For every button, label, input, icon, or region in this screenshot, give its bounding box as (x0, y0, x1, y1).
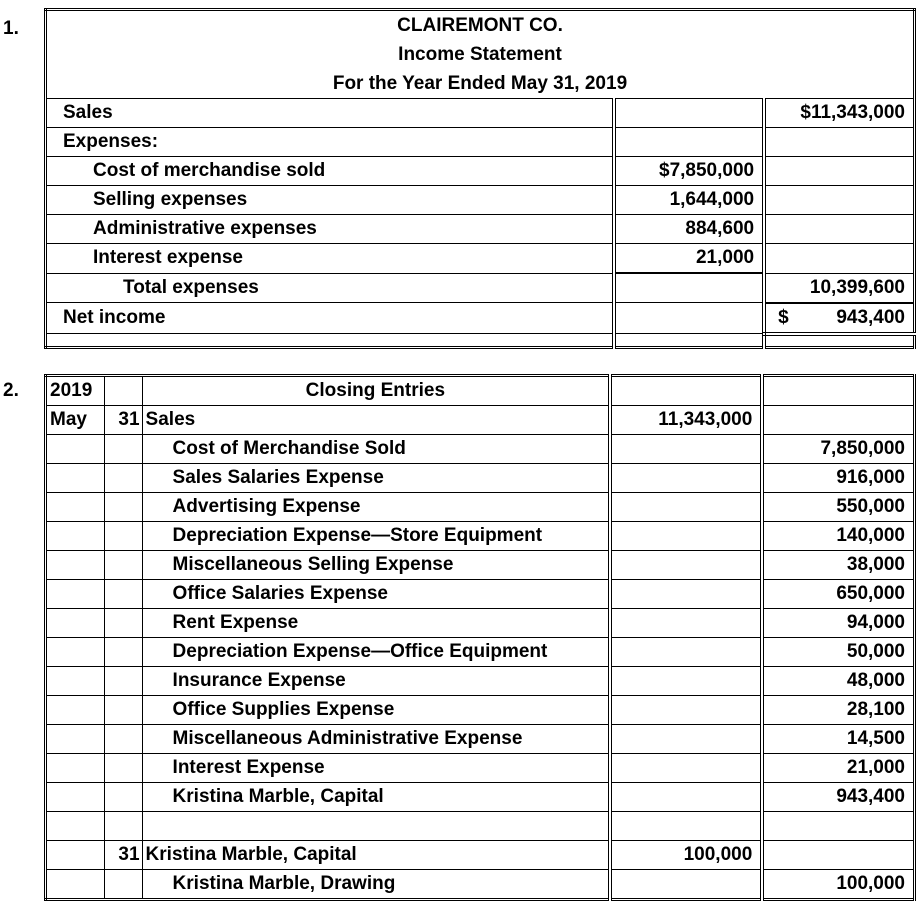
statement-row (46, 244, 915, 274)
journal-row (46, 754, 915, 783)
row-right-amount (764, 244, 914, 274)
entry-debit (610, 870, 762, 900)
journal-row (46, 725, 915, 754)
entry-day (104, 435, 142, 464)
entry-debit (610, 580, 762, 609)
currency-sign: $ (778, 306, 789, 328)
entry-account: Advertising Expense (142, 493, 610, 522)
part-1-number: 1. (3, 18, 19, 39)
entry-debit (610, 551, 762, 580)
entry-debit (610, 464, 762, 493)
entry-account (142, 812, 610, 841)
journal-title: Closing Entries (305, 380, 446, 401)
statement-row (46, 99, 915, 128)
entry-debit: 100,000 (610, 841, 762, 870)
entry-credit: 100,000 (762, 870, 914, 900)
entry-month (46, 841, 105, 870)
journal-header-row (46, 376, 915, 406)
entry-month (46, 522, 105, 551)
journal-row (46, 841, 915, 870)
entry-credit: 38,000 (762, 551, 914, 580)
entry-credit: 21,000 (762, 754, 914, 783)
entry-debit (610, 754, 762, 783)
journal-row (46, 812, 915, 841)
statement-title: Income Statement (398, 44, 562, 65)
entry-month (46, 754, 105, 783)
entry-month (46, 638, 105, 667)
entry-credit: 650,000 (762, 580, 914, 609)
entry-day (104, 464, 142, 493)
entry-month (46, 580, 105, 609)
part-2-number: 2. (3, 380, 19, 401)
entry-debit (610, 638, 762, 667)
row-mid-amount: 884,600 (614, 215, 764, 244)
row-right-amount: $11,343,000 (764, 99, 914, 128)
entry-day (104, 580, 142, 609)
income-statement-table (44, 8, 916, 349)
row-mid-amount (614, 303, 764, 334)
statement-row (46, 157, 915, 186)
entry-credit: 7,850,000 (762, 435, 914, 464)
journal-row (46, 870, 915, 900)
journal-row (46, 609, 915, 638)
entry-credit: 916,000 (762, 464, 914, 493)
journal-row (46, 783, 915, 812)
entry-account: Interest Expense (142, 754, 610, 783)
row-mid-amount: 1,644,000 (614, 186, 764, 215)
entry-day: 31 (104, 406, 142, 435)
row-label: Net income (46, 303, 614, 334)
entry-debit (610, 725, 762, 754)
row-mid-amount (614, 273, 764, 303)
entry-credit: 94,000 (762, 609, 914, 638)
entry-account: Depreciation Expense—Store Equipment (142, 522, 610, 551)
row-right-amount (764, 128, 914, 157)
entry-credit: 48,000 (762, 667, 914, 696)
row-label: Total expenses (46, 273, 614, 303)
row-right-amount: 10,399,600 (764, 273, 914, 303)
entry-debit (610, 493, 762, 522)
entry-debit (610, 812, 762, 841)
row-right-amount (764, 303, 914, 334)
entry-account: Cost of Merchandise Sold (142, 435, 610, 464)
entry-month (46, 667, 105, 696)
statement-row-blank (46, 334, 915, 348)
entry-debit (610, 783, 762, 812)
row-mid-amount: 21,000 (614, 244, 764, 274)
journal-body (46, 406, 915, 900)
journal-row (46, 638, 915, 667)
statement-row (46, 128, 915, 157)
entry-credit: 14,500 (762, 725, 914, 754)
entry-day (104, 638, 142, 667)
row-mid-amount (614, 99, 764, 128)
closing-entries-table (44, 374, 916, 901)
net-income-amount: 943,400 (836, 306, 905, 328)
statement-row (46, 303, 915, 334)
row-label: Selling expenses (46, 186, 614, 215)
entry-account: Sales (142, 406, 610, 435)
entry-credit (762, 812, 914, 841)
entry-day (104, 522, 142, 551)
entry-day (104, 870, 142, 900)
entry-credit: 550,000 (762, 493, 914, 522)
journal-row (46, 406, 915, 435)
row-mid-amount: $7,850,000 (614, 157, 764, 186)
entry-account: Kristina Marble, Capital (142, 841, 610, 870)
journal-row (46, 435, 915, 464)
entry-month (46, 464, 105, 493)
entry-account: Office Supplies Expense (142, 696, 610, 725)
entry-account: Miscellaneous Selling Expense (142, 551, 610, 580)
row-label: Sales (46, 99, 614, 128)
entry-month (46, 870, 105, 900)
entry-credit (762, 841, 914, 870)
entry-account: Kristina Marble, Drawing (142, 870, 610, 900)
entry-debit (610, 696, 762, 725)
row-right-amount (764, 215, 914, 244)
entry-day (104, 812, 142, 841)
entry-credit (762, 406, 914, 435)
entry-month (46, 812, 105, 841)
entry-account: Office Salaries Expense (142, 580, 610, 609)
entry-account: Sales Salaries Expense (142, 464, 610, 493)
entry-day (104, 754, 142, 783)
entry-debit (610, 435, 762, 464)
statement-row (46, 186, 915, 215)
statement-row (46, 273, 915, 303)
entry-month (46, 696, 105, 725)
entry-day (104, 667, 142, 696)
entry-day (104, 609, 142, 638)
entry-debit (610, 609, 762, 638)
row-right-amount (764, 157, 914, 186)
entry-day (104, 493, 142, 522)
entry-account: Rent Expense (142, 609, 610, 638)
entry-month: May (46, 406, 105, 435)
journal-row (46, 667, 915, 696)
entry-credit: 50,000 (762, 638, 914, 667)
entry-day (104, 783, 142, 812)
entry-credit: 140,000 (762, 522, 914, 551)
row-label: Administrative expenses (46, 215, 614, 244)
journal-row (46, 580, 915, 609)
entry-day: 31 (104, 841, 142, 870)
entry-account: Insurance Expense (142, 667, 610, 696)
entry-debit (610, 522, 762, 551)
journal-row (46, 696, 915, 725)
entry-account: Kristina Marble, Capital (142, 783, 610, 812)
row-label: Interest expense (46, 244, 614, 274)
row-label: Cost of merchandise sold (46, 157, 614, 186)
journal-row (46, 551, 915, 580)
journal-row (46, 522, 915, 551)
entry-debit: 11,343,000 (610, 406, 762, 435)
entry-day (104, 551, 142, 580)
entry-credit: 943,400 (762, 783, 914, 812)
entry-month (46, 783, 105, 812)
row-mid-amount (614, 128, 764, 157)
entry-account: Depreciation Expense—Office Equipment (142, 638, 610, 667)
year-cell: 2019 (46, 376, 105, 406)
row-label: Expenses: (46, 128, 614, 157)
statement-period: For the Year Ended May 31, 2019 (332, 73, 628, 94)
journal-row (46, 493, 915, 522)
entry-month (46, 609, 105, 638)
entry-day (104, 696, 142, 725)
entry-day (104, 725, 142, 754)
entry-month (46, 551, 105, 580)
entry-credit: 28,100 (762, 696, 914, 725)
entry-month (46, 435, 105, 464)
row-right-amount (764, 186, 914, 215)
entry-month (46, 493, 105, 522)
statement-row (46, 215, 915, 244)
company-name: CLAIREMONT CO. (397, 15, 563, 36)
entry-month (46, 725, 105, 754)
entry-account: Miscellaneous Administrative Expense (142, 725, 610, 754)
entry-debit (610, 667, 762, 696)
journal-row (46, 464, 915, 493)
